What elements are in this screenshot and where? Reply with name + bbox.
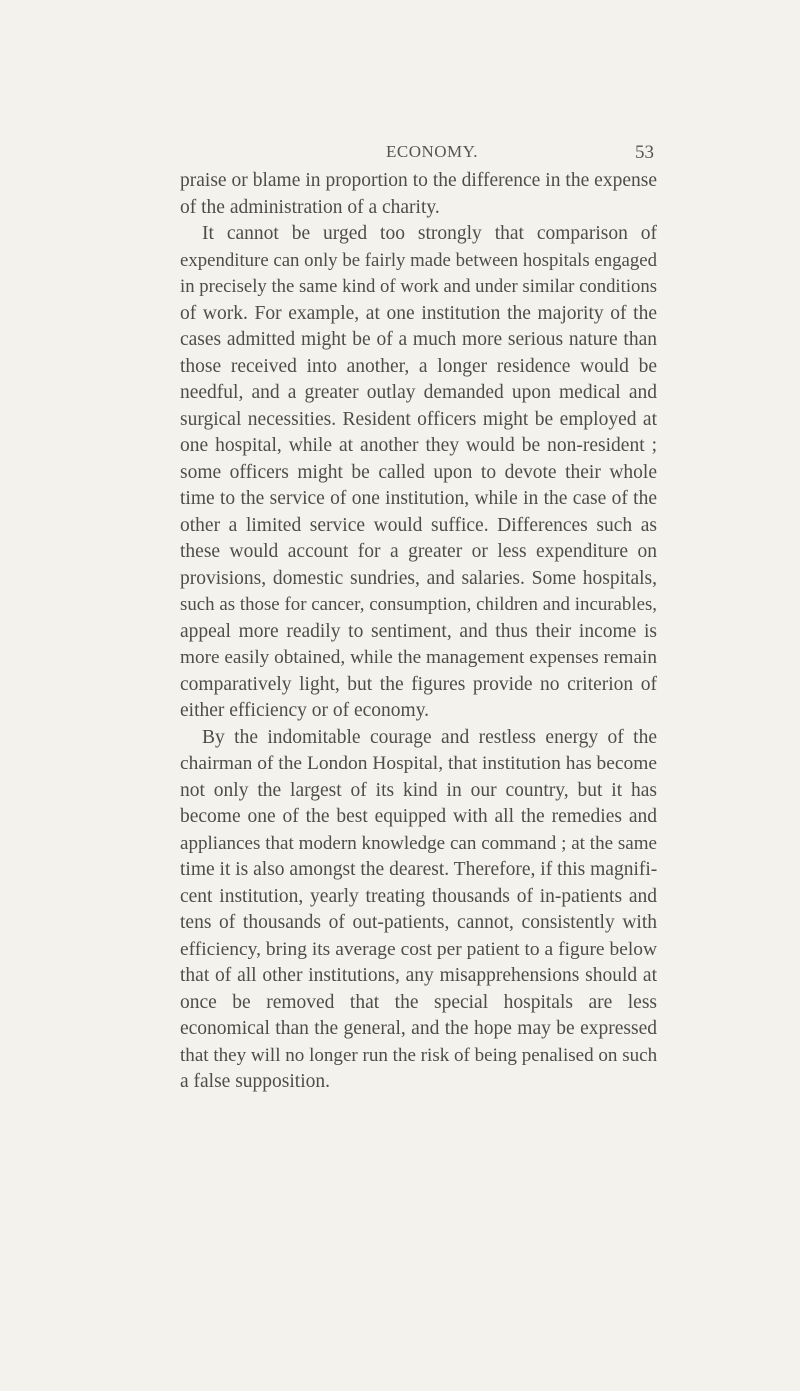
text-line: cent institution, yearly treating thousands of in-patients and <box>180 885 657 907</box>
text-line: efficiency, bring its average cost per patient to a figure below <box>180 938 657 960</box>
text-line: in precisely the same kind of work and under similar conditions <box>180 276 657 297</box>
text-line: more easily obtained, while the management expenses remain <box>180 647 657 668</box>
text-line: It cannot be urged too strongly that comparison of <box>202 223 657 244</box>
text-line: such as those for cancer, consumption, children and incurables, <box>180 594 657 615</box>
text-line: praise or blame in proportion to the difference in the expense <box>180 170 657 191</box>
page-number: 53 <box>635 142 654 163</box>
text-line: tens of thousands of out-patients, cannot, consistently with <box>180 912 657 933</box>
text-line: that they will no longer run the risk of being penalised on such <box>180 1044 658 1066</box>
text-line: some officers might be called upon to devote their whole <box>180 461 657 483</box>
text-line: those received into another, a longer residence would be <box>180 355 657 377</box>
text-line: chairman of the London Hospital, that institution has become <box>180 753 657 774</box>
text-line: a false supposition. <box>180 1071 331 1092</box>
body-text <box>180 168 657 1096</box>
text-line: once be removed that the special hospitals are less <box>180 991 657 1013</box>
text-line: of the administration of a charity. <box>180 196 440 218</box>
text-line: become one of the best equipped with all the remedies and <box>180 806 657 827</box>
text-line: expenditure can only be fairly made between hospitals engaged <box>180 249 657 271</box>
text-line: appliances that modern knowledge can command ; at the same <box>180 832 657 854</box>
text-line: not only the largest of its kind in our country, but it has <box>180 779 657 801</box>
text-line: cases admitted might be of a much more serious nature than <box>180 329 657 350</box>
text-line: of work. For example, at one institution the majority of the <box>180 302 657 324</box>
text-line: comparatively light, but the figures provide no criterion of <box>180 673 657 695</box>
text-line: either efficiency or of economy. <box>180 700 430 721</box>
text-line: provisions, domestic sundries, and salaries. Some hospitals, <box>180 567 657 589</box>
page-header <box>210 142 654 166</box>
text-line: needful, and a greater outlay demanded upon medical and <box>180 382 657 403</box>
text-line: that of all other institutions, any misapprehensions should at <box>180 965 657 986</box>
text-line: economical than the general, and the hope may be expressed <box>180 1018 657 1039</box>
text-line: By the indomitable courage and restless energy of the <box>202 726 657 748</box>
text-line: one hospital, while at another they would be non-resident ; <box>180 435 657 456</box>
text-line: these would account for a greater or less expenditure on <box>180 541 657 562</box>
text-line: time to the service of one institution, while in the case of the <box>180 488 657 509</box>
text-line: surgical necessities. Resident officers might be employed at <box>180 408 657 430</box>
text-line: appeal more readily to sentiment, and thus their income is <box>180 620 657 642</box>
running-head: ECONOMY. <box>385 142 478 161</box>
text-line: time it is also amongst the dearest. Therefore, if this magnifi- <box>180 859 658 880</box>
text-line: other a limited service would suffice. Differences such as <box>180 514 657 536</box>
